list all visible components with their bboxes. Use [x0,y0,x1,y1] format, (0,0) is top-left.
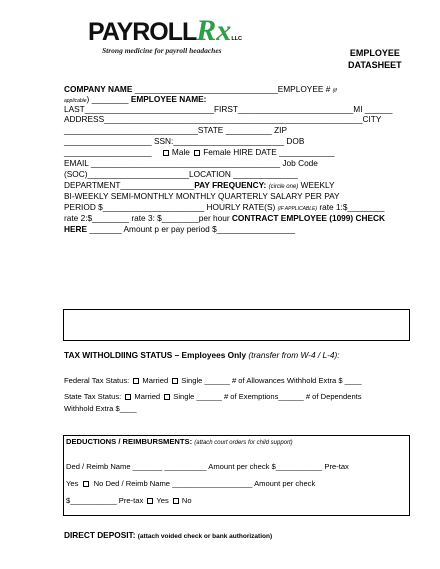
name-line[interactable]: LAST____________________________FIRST_________________________MI ______ [64,104,393,114]
employee-note: (if [332,88,337,94]
deduction-row-2[interactable]: Yes No Ded / Reimb Name ___________________ Amount per check [66,479,316,488]
department-line[interactable]: DEPARTMENT________________PAY FREQUENCY: (circle one) WEEKLY [64,180,335,190]
soc-location-line[interactable]: (SOC)______________________LOCATION ______________ [64,169,298,179]
email-line[interactable]: EMAIL _________________________________________ Job Code [64,158,318,168]
employee-note-cont: applicable [64,98,87,104]
state-tax-line[interactable]: State Tax Status: Married Single ______ # of Exemptions______ # of Dependents [64,392,362,401]
state-zip-line[interactable]: _____________________________STATE __________ ZIP [64,125,287,135]
state-married-checkbox[interactable] [125,394,131,400]
federal-single-checkbox[interactable] [172,378,178,384]
federal-married-checkbox[interactable] [133,378,139,384]
address-line[interactable]: ADDRESS________________________________________________________CITY [64,114,382,124]
rates-line[interactable]: rate 2:$________ rate 3: $________per hour CONTRACT EMPLOYEE (1099) CHECK [64,213,385,223]
contract-line[interactable]: HERE _______ Amount p er pay period $_________________ [64,224,296,234]
company-logo [88,14,242,48]
logo-llc: LLC [231,36,243,42]
deduction-row-3[interactable]: $___________ Pre-tax Yes No [66,496,192,505]
withhold-extra-line[interactable]: Withhold Extra $____ [64,404,137,413]
deduction-no-checkbox[interactable] [173,498,179,504]
federal-tax-line[interactable]: Federal Tax Status: Married Single ______ # of Allowances Withhold Extra $ ____ [64,376,362,385]
notes-box[interactable] [63,309,410,341]
logo-brand: PAYROLL [88,18,197,46]
logo-rx: Rx [196,14,232,47]
deduction-row-1[interactable]: Ded / Reimb Name _______ __________ Amount per check $___________ Pre-tax [66,462,349,471]
employee-number-field[interactable]: ) ________ [86,94,131,104]
tax-heading: TAX WITHOLDIING STATUS – Employees Only (transfer from W-4 / L-4): [64,350,340,360]
company-name-field[interactable]: _______________________________EMPLOYEE # [132,84,333,94]
female-checkbox[interactable] [194,150,200,156]
employee-name-label: EMPLOYEE NAME: [130,94,207,104]
male-checkbox[interactable] [163,150,169,156]
page-title: EMPLOYEE DATASHEET [348,48,402,70]
direct-deposit-heading: DIRECT DEPOSIT: (attach voided check or bank authorization) [64,530,273,540]
deduction-yes-checkbox[interactable] [83,481,89,487]
logo-tagline: Strong medicine for payroll headaches [102,46,222,55]
pay-frequency-line[interactable]: BI-WEEKLY SEMI-MONTHLY MONTHLY QUARTERLY SALARY PER PAY [64,191,340,201]
gender-hire-line[interactable]: ___________________ Male Female HIRE DATE ____________ [64,147,335,157]
state-single-checkbox[interactable] [164,394,170,400]
pretax-checkbox[interactable] [147,498,153,504]
deductions-heading: DEDUCTIONS / REIMBURSMENTS: (attach court orders for child support) [66,437,293,446]
ssn-dob-line[interactable]: ___________________ SSN:________________________ DOB [64,136,305,146]
company-name-label: COMPANY NAME [64,84,133,94]
pay-period-line[interactable]: PERIOD $______________________ HOURLY RATE(S) (IF APPLICABLE) rate 1:$________ [64,202,385,212]
